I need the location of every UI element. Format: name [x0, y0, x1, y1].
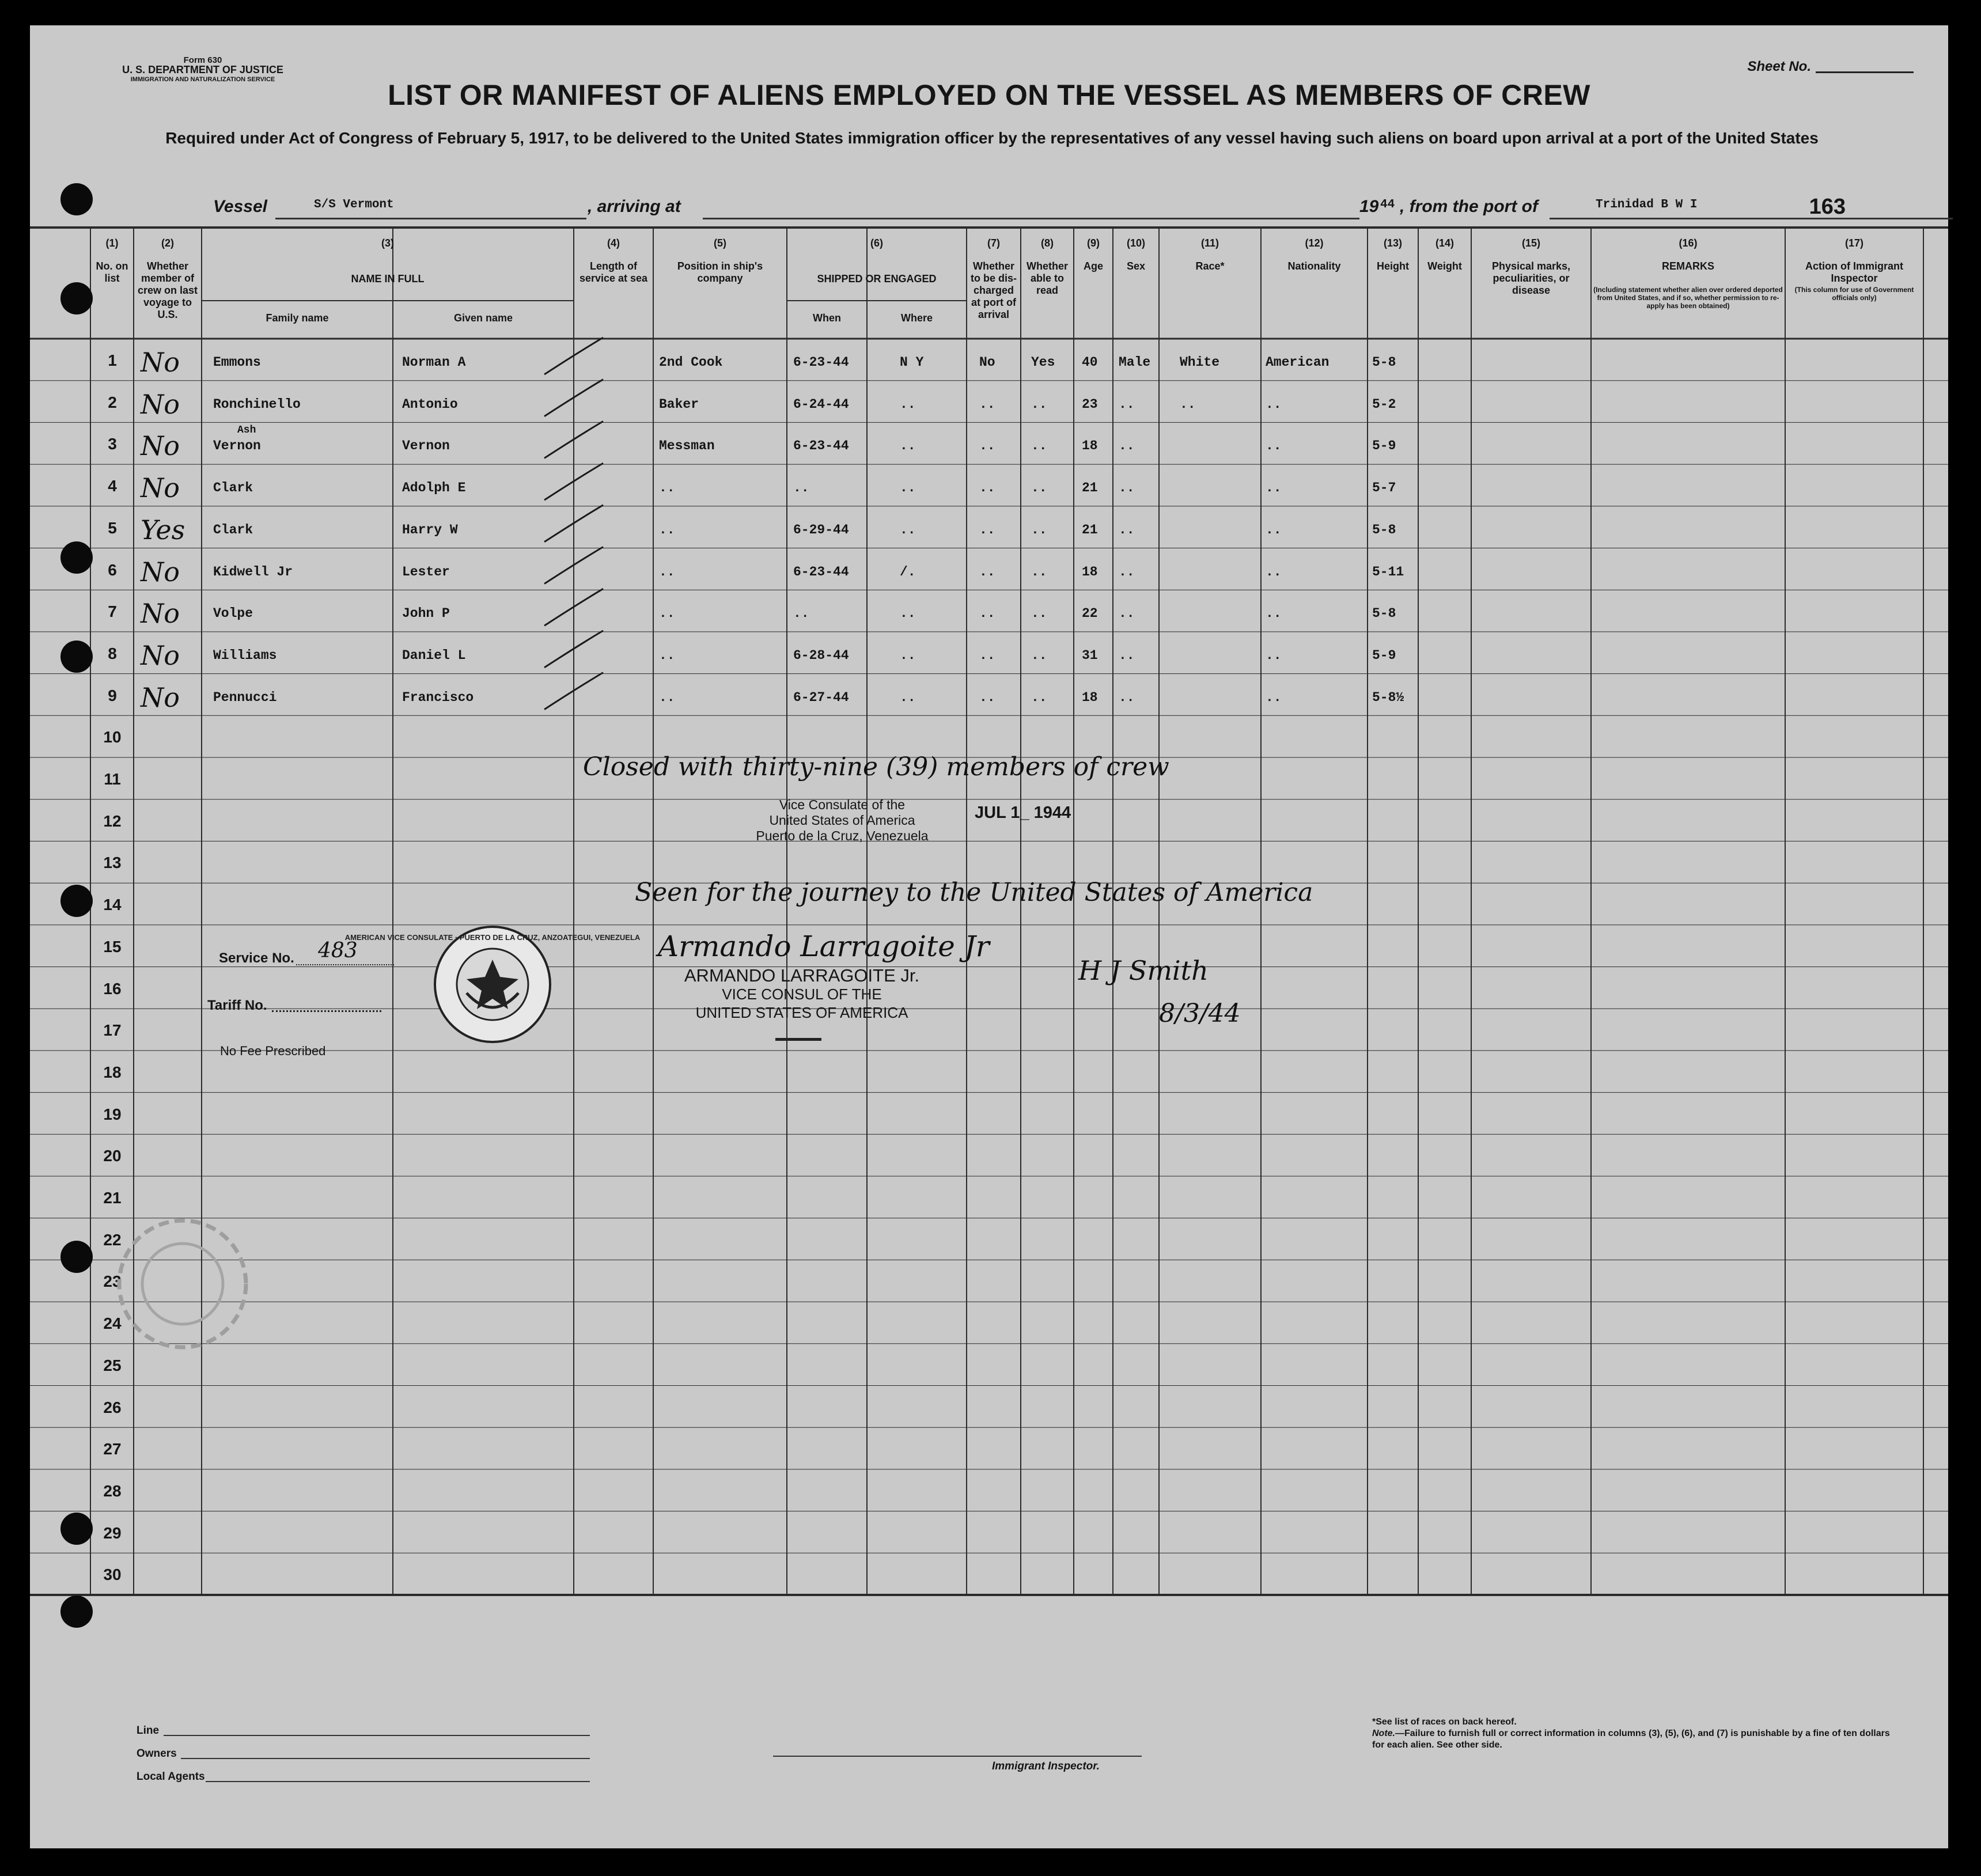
- owners-label: Owners: [137, 1748, 177, 1760]
- column-label: Physical marks, peculiarities, or disease: [1491, 260, 1571, 296]
- inspector-signature-line: [773, 1756, 1142, 1757]
- position: ..: [659, 480, 675, 496]
- shipped-where: ..: [900, 438, 916, 454]
- last-voyage-answer: No: [141, 598, 180, 630]
- column-label: Weight: [1427, 260, 1462, 272]
- nationality: ..: [1266, 522, 1282, 537]
- given-name: Vernon: [402, 438, 450, 454]
- row-number: 8: [108, 644, 117, 662]
- discharged: ..: [979, 438, 995, 454]
- consulate-stamp-line: Vice Consulate of the: [779, 797, 906, 812]
- column-label: NAME IN FULL: [351, 273, 425, 285]
- column-label: Sex: [1126, 260, 1146, 272]
- page-number: 163: [1809, 195, 1846, 219]
- year-value: 44: [1380, 198, 1395, 211]
- age: 18: [1082, 564, 1098, 579]
- position: ..: [659, 564, 675, 579]
- row-number: 17: [103, 1021, 122, 1040]
- height: 5-7: [1372, 480, 1396, 496]
- shipped-when: 6-24-44: [793, 396, 849, 412]
- age: 31: [1082, 647, 1098, 663]
- page-subtitle: Required under Act of Congress of February 5, 1917, to be delivered to the United States immigration officer by the representatives of any vessel having such aliens on board upon arrival at a port of the United States: [165, 129, 1819, 147]
- department-name: U. S. DEPARTMENT OF JUSTICE: [122, 64, 283, 75]
- nationality: ..: [1266, 564, 1282, 579]
- column-number: (12): [1305, 237, 1324, 249]
- column-sublabel: Where: [900, 312, 933, 324]
- seal-text: AMERICAN VICE CONSULATE · PUERTO DE LA CRUZ, ANZOATEGUI, VENEZUELA: [344, 933, 641, 942]
- height: 5-8: [1372, 355, 1396, 370]
- last-voyage-answer: No: [141, 681, 180, 713]
- discharged: ..: [979, 647, 995, 663]
- column-label: No. on list: [96, 260, 128, 284]
- position: ..: [659, 522, 675, 537]
- consulate-stamp-line: United States of America: [769, 813, 915, 828]
- row-number: 26: [103, 1398, 122, 1416]
- shipped-where: ..: [900, 606, 916, 621]
- row-number: 27: [103, 1440, 122, 1458]
- inspector-initials: H J Smith: [1078, 955, 1209, 986]
- position: ..: [659, 647, 675, 663]
- row-number: 30: [103, 1566, 122, 1584]
- column-number: (8): [1041, 237, 1054, 249]
- column-label: Nationality: [1287, 260, 1341, 272]
- column-sublabel: When: [813, 312, 841, 324]
- able-to-read: ..: [1031, 606, 1047, 621]
- column-note: (Including statement whether alien over ordered deported from United States, and if so, whether permission to re-apply has been obtained): [1593, 286, 1783, 310]
- column-number: (13): [1383, 237, 1402, 249]
- consulate-seal: [344, 924, 641, 1045]
- page-title: LIST OR MANIFEST OF ALIENS EMPLOYED ON THE VESSEL AS MEMBERS OF CREW: [388, 79, 1590, 111]
- line-label: Line: [137, 1725, 160, 1737]
- column-label: Whether member of crew on last voyage to U.S.: [137, 260, 198, 320]
- column-number: (7): [987, 237, 1000, 249]
- row-number: 22: [103, 1230, 122, 1249]
- signer-country: UNITED STATES OF AMERICA: [695, 1004, 908, 1021]
- column-label: SHIPPED OR ENGAGED: [817, 273, 937, 285]
- column-label: Height: [1377, 260, 1409, 272]
- manifest-sheet: [30, 25, 1948, 1848]
- age: 21: [1082, 480, 1098, 496]
- nationality: American: [1266, 355, 1329, 370]
- column-number: (6): [870, 237, 883, 249]
- row-number: 6: [108, 560, 117, 579]
- from-port-label: , from the port of: [1400, 197, 1538, 216]
- age: 21: [1082, 522, 1098, 537]
- row-number: 25: [103, 1356, 122, 1374]
- row-number: 19: [103, 1105, 122, 1123]
- race: White: [1180, 355, 1220, 370]
- nationality: ..: [1266, 647, 1282, 663]
- row-number: 5: [108, 518, 117, 537]
- inspector-date: 8/3/44: [1159, 999, 1241, 1028]
- height: 5-8: [1372, 606, 1396, 621]
- faded-seal-mark: [116, 1195, 249, 1373]
- punch-hole: [60, 885, 93, 917]
- punch-hole: [60, 282, 93, 314]
- given-name: Norman A: [402, 355, 466, 370]
- signer-block: [652, 967, 952, 1022]
- column-number: (14): [1435, 237, 1454, 249]
- family-name: Clark: [213, 480, 253, 496]
- family-name: Kidwell Jr: [213, 564, 293, 579]
- fee-stamp: No Fee Prescribed: [220, 1044, 326, 1058]
- column-number: (10): [1126, 237, 1145, 249]
- column-number: (2): [161, 237, 174, 249]
- port-name: Trinidad B W I: [1596, 198, 1698, 211]
- year-prefix: 19: [1359, 197, 1379, 216]
- sex: ..: [1119, 396, 1135, 412]
- column-label: Length of service at sea: [579, 260, 648, 284]
- column-number: (17): [1844, 237, 1863, 249]
- consulate-stamp: [733, 797, 952, 844]
- column-number: (5): [714, 237, 726, 249]
- consulate-stamp-line: Puerto de la Cruz, Venezuela: [756, 828, 929, 843]
- row-number: 2: [108, 393, 117, 411]
- discharged: ..: [979, 564, 995, 579]
- sex: ..: [1119, 480, 1135, 496]
- penalty-note: [1372, 1728, 1891, 1751]
- punch-hole: [60, 541, 93, 574]
- able-to-read: ..: [1031, 522, 1047, 537]
- shipped-when: ..: [793, 606, 809, 621]
- signer-underline: [775, 1038, 821, 1041]
- row-number: 16: [103, 979, 122, 998]
- shipped-when: 6-23-44: [793, 438, 849, 454]
- note-text: —Failure to furnish full or correct information in columns (3), (5), (6), and (7) is punishable by a fine of ten dollars for each alien. See other side.: [1372, 1729, 1890, 1750]
- last-voyage-answer: No: [141, 472, 180, 504]
- nationality: ..: [1266, 689, 1282, 705]
- sex: ..: [1119, 606, 1135, 621]
- sex: Male: [1119, 355, 1151, 370]
- position: ..: [659, 689, 675, 705]
- position: 2nd Cook: [659, 355, 723, 370]
- column-number: (3): [381, 237, 394, 249]
- row-number: 12: [103, 812, 122, 830]
- row-number: 18: [103, 1063, 122, 1081]
- age: 18: [1082, 438, 1098, 454]
- discharged: ..: [979, 689, 995, 705]
- row-number: 13: [103, 854, 122, 872]
- discharged: ..: [979, 606, 995, 621]
- owners-fill: [181, 1758, 590, 1759]
- service-number-value: 483: [318, 939, 358, 962]
- vessel-name: S/S Vermont: [314, 198, 394, 211]
- row-number: 15: [103, 937, 122, 956]
- row-number: 4: [108, 477, 117, 495]
- row-number: 9: [108, 686, 117, 704]
- shipped-where: ..: [900, 647, 916, 663]
- last-voyage-answer: No: [141, 639, 180, 671]
- service-number-line: [296, 964, 394, 965]
- given-name: Harry W: [402, 522, 458, 537]
- row-number: 14: [103, 896, 122, 914]
- height: 5-9: [1372, 438, 1396, 454]
- row-number: 10: [103, 728, 122, 746]
- tariff-number-label: Tariff No.: [207, 998, 267, 1013]
- footer: [30, 1684, 1948, 1848]
- last-voyage-answer: No: [141, 556, 180, 588]
- row-number: 24: [103, 1314, 122, 1333]
- nationality: ..: [1266, 480, 1282, 496]
- height: 5-8: [1372, 522, 1396, 537]
- nationality: ..: [1266, 438, 1282, 454]
- date-stamp: JUL 1_ 1944: [975, 804, 1071, 822]
- punch-hole: [60, 183, 93, 215]
- form-number: Form 630: [183, 55, 222, 65]
- age: 18: [1082, 689, 1098, 705]
- shipped-where: ..: [900, 522, 916, 537]
- able-to-read: Yes: [1031, 355, 1055, 370]
- family-name: Pennucci: [213, 689, 277, 705]
- row-number: 29: [103, 1523, 122, 1542]
- family-name: Williams: [213, 647, 277, 663]
- sex: ..: [1119, 522, 1135, 537]
- tariff-number-line: [272, 1010, 381, 1012]
- sex: ..: [1119, 689, 1135, 705]
- column-label: Whether to be dis-charged at port of arrival: [971, 260, 1017, 320]
- height: 5-9: [1372, 647, 1396, 663]
- given-name: Lester: [402, 564, 450, 579]
- position: Baker: [659, 396, 699, 412]
- shipped-where: N Y: [900, 355, 924, 370]
- height: 5-11: [1372, 564, 1404, 579]
- sex: ..: [1119, 564, 1135, 579]
- sex: ..: [1119, 647, 1135, 663]
- row-number: 20: [103, 1147, 122, 1165]
- last-voyage-answer: Yes: [141, 514, 185, 545]
- family-name: Clark: [213, 522, 253, 537]
- punch-hole: [60, 1595, 93, 1628]
- column-number: (1): [105, 237, 119, 249]
- row-number: 11: [104, 770, 121, 788]
- family-name: Ronchinello: [213, 396, 301, 412]
- column-label: Race*: [1195, 260, 1225, 272]
- position: Messman: [659, 438, 715, 454]
- able-to-read: ..: [1031, 438, 1047, 454]
- position: ..: [659, 606, 675, 621]
- row-number: 3: [108, 435, 117, 453]
- agents-fill: [206, 1781, 590, 1782]
- given-name: Francisco: [402, 689, 474, 705]
- column-label: Action of Immigrant Inspector: [1805, 260, 1903, 284]
- shipped-when: 6-23-44: [793, 355, 849, 370]
- row-number: 23: [103, 1272, 122, 1291]
- punch-hole: [60, 641, 93, 673]
- row-number: 28: [103, 1481, 122, 1500]
- race-note: *See list of races on back hereof.: [1372, 1717, 1517, 1727]
- column-label: REMARKS: [1661, 260, 1714, 272]
- shipped-where: ..: [900, 480, 916, 496]
- family-name-correction: Ash: [237, 425, 256, 437]
- family-name: Vernon: [213, 438, 261, 454]
- sex: ..: [1119, 438, 1135, 454]
- able-to-read: ..: [1031, 564, 1047, 579]
- able-to-read: ..: [1031, 480, 1047, 496]
- nationality: ..: [1266, 396, 1282, 412]
- line-fill: [164, 1735, 590, 1736]
- row-number: 7: [108, 602, 117, 621]
- nationality: ..: [1266, 606, 1282, 621]
- closed-note: Closed with thirty-nine (39) members of crew: [583, 752, 1169, 782]
- given-name: Daniel L: [402, 647, 466, 663]
- inspector-label: Immigrant Inspector.: [992, 1760, 1100, 1772]
- row-number: 1: [108, 351, 117, 369]
- shipped-when: ..: [793, 480, 809, 496]
- footer-note: [1372, 1716, 1891, 1751]
- agents-label: Local Agents: [137, 1771, 205, 1783]
- discharged: No: [979, 355, 995, 370]
- punch-hole: [60, 1241, 93, 1273]
- height: 5-8½: [1372, 689, 1404, 705]
- able-to-read: ..: [1031, 689, 1047, 705]
- column-number: (16): [1679, 237, 1698, 249]
- column-number: (4): [607, 237, 620, 249]
- last-voyage-answer: No: [141, 430, 180, 462]
- column-number: (15): [1521, 237, 1540, 249]
- shipped-when: 6-28-44: [793, 647, 849, 663]
- row-number: 21: [103, 1189, 122, 1207]
- discharged: ..: [979, 522, 995, 537]
- last-voyage-answer: No: [141, 347, 180, 378]
- column-label: Position in ship's company: [677, 260, 763, 284]
- discharged: ..: [979, 480, 995, 496]
- column-label: Age: [1083, 260, 1103, 272]
- shipped-where: ..: [900, 396, 916, 412]
- given-name: Antonio: [402, 396, 458, 412]
- discharged: ..: [979, 396, 995, 412]
- family-name: Volpe: [213, 606, 253, 621]
- column-note: (This column for use of Government officials only): [1794, 286, 1914, 302]
- shipped-when: 6-23-44: [793, 564, 849, 579]
- arriving-label: , arriving at: [588, 197, 681, 216]
- age: 23: [1082, 396, 1098, 412]
- column-number: (11): [1200, 237, 1219, 249]
- vessel-label: Vessel: [213, 197, 267, 216]
- able-to-read: ..: [1031, 647, 1047, 663]
- column-label: Whether able to read: [1027, 260, 1068, 296]
- race: ..: [1180, 396, 1196, 412]
- column-sublabel: Family name: [266, 312, 329, 324]
- family-name: Emmons: [213, 355, 261, 370]
- service-number-label: Service No.: [219, 950, 294, 966]
- signer-name: ARMANDO LARRAGOITE Jr.: [684, 965, 920, 986]
- punch-hole: [60, 1513, 93, 1545]
- note-label: Note.: [1372, 1729, 1395, 1738]
- height: 5-2: [1372, 396, 1396, 412]
- given-name: Adolph E: [402, 480, 466, 496]
- shipped-where: ..: [900, 689, 916, 705]
- consul-signature: Armando Larragoite Jr: [658, 930, 990, 963]
- given-name: John P: [402, 606, 450, 621]
- service-name: IMMIGRATION AND NATURALIZATION SERVICE: [130, 76, 275, 83]
- age: 22: [1082, 606, 1098, 621]
- column-number: (9): [1087, 237, 1100, 249]
- shipped-where: /.: [900, 564, 916, 579]
- age: 40: [1082, 355, 1098, 370]
- seen-note: Seen for the journey to the United States of America: [635, 878, 1313, 907]
- able-to-read: ..: [1031, 396, 1047, 412]
- signer-title: VICE CONSUL OF THE: [722, 986, 882, 1003]
- shipped-when: 6-29-44: [793, 522, 849, 537]
- shipped-when: 6-27-44: [793, 689, 849, 705]
- column-sublabel: Given name: [453, 312, 513, 324]
- sheet-number-label: Sheet No.: [1747, 59, 1811, 74]
- last-voyage-answer: No: [141, 388, 180, 420]
